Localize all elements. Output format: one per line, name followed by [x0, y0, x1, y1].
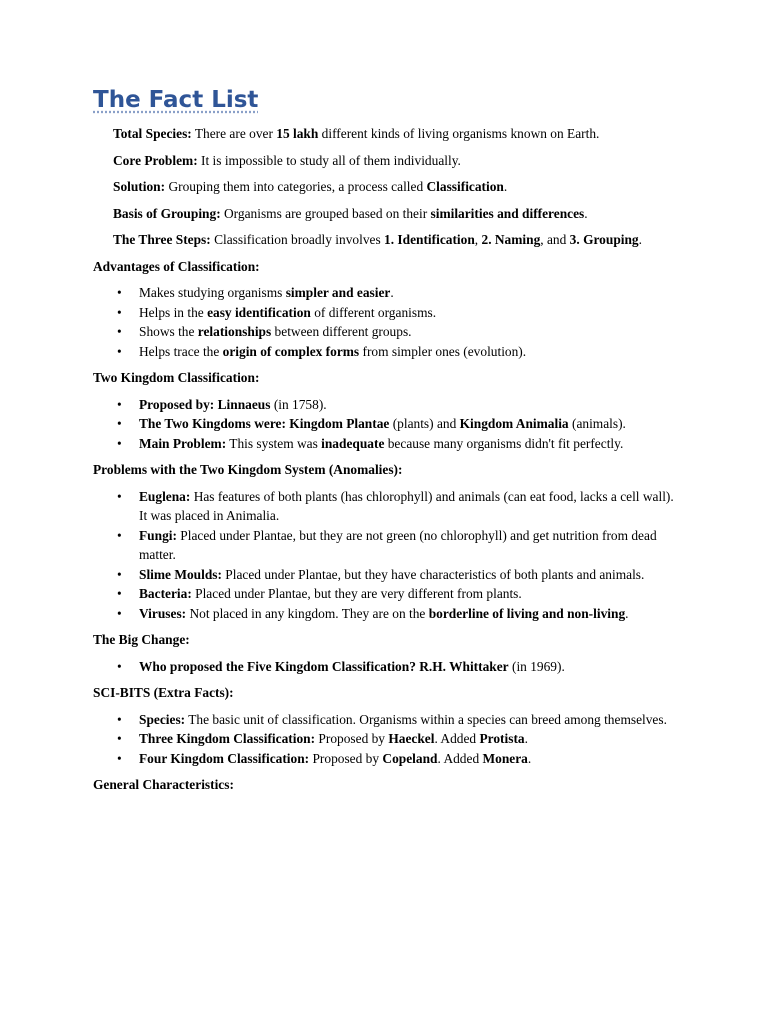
list-item: • The Two Kingdoms were: Kingdom Plantae (plants) and Kingdom Animalia (animals). [139, 414, 683, 434]
list-item: • Helps in the easy identification of different organisms. [139, 303, 683, 323]
list-item: • Main Problem: This system was inadequate because many organisms didn't fit perfectly. [139, 434, 683, 454]
list-item: • Slime Moulds: Placed under Plantae, but they have characteristics of both plants and animals. [139, 565, 683, 585]
general-characteristics-heading: General Characteristics: [93, 777, 234, 792]
core-problem-paragraph: Core Problem: It is impossible to study all of them individually. [113, 152, 461, 168]
list-item: • Makes studying organisms simpler and easier. [139, 283, 683, 303]
two-kingdom-list [93, 395, 683, 454]
list-item: • Shows the relationships between different groups. [139, 322, 683, 342]
total-species-paragraph: Total Species: There are over 15 lakh different kinds of living organisms known on Earth. [113, 126, 600, 141]
solution-paragraph: Solution: Grouping them into categories, a process called Classification. [113, 179, 508, 194]
page-title: The Fact List [93, 87, 259, 113]
anomalies-heading: Problems with the Two Kingdom System (Anomalies): [93, 462, 403, 477]
document-content [93, 84, 683, 802]
list-item: • Helps trace the origin of complex forms from simpler ones (evolution). [139, 342, 683, 362]
advantages-heading: Advantages of Classification: [93, 258, 260, 274]
list-item: • Fungi: Placed under Plantae, but they are not green (no chlorophyll) and get nutrition from dead matter. [139, 526, 683, 565]
list-item: • Four Kingdom Classification: Proposed by Copeland. Added Monera. [139, 749, 683, 769]
big-change-heading: The Big Change: [93, 632, 190, 647]
list-item: • Bacteria: Placed under Plantae, but they are very different from plants. [139, 584, 683, 604]
sci-bits-heading: SCI-BITS (Extra Facts): [93, 685, 234, 700]
list-item: • Three Kingdom Classification: Proposed by Haeckel. Added Protista. [139, 729, 683, 749]
anomalies-list [93, 487, 683, 624]
big-change-list [93, 657, 683, 677]
list-item: • Euglena: Has features of both plants (has chlorophyll) and animals (can eat food, lacks a cell wall). It was placed in Animalia. [139, 487, 683, 526]
list-item: • Viruses: Not placed in any kingdom. They are on the borderline of living and non-living. [139, 604, 683, 624]
advantages-list [93, 283, 683, 361]
list-item: • Species: The basic unit of classification. Organisms within a species can breed among themselves. [139, 710, 683, 730]
three-steps-paragraph: The Three Steps: Classification broadly involves 1. Identification, 2. Naming, and 3. Grouping. [113, 232, 642, 247]
sci-bits-list [93, 710, 683, 769]
basis-paragraph: Basis of Grouping: Organisms are grouped based on their similarities and differences. [113, 205, 588, 221]
list-item: • Who proposed the Five Kingdom Classification? R.H. Whittaker (in 1969). [139, 657, 683, 677]
list-item: • Proposed by: Linnaeus (in 1758). [139, 395, 683, 415]
two-kingdom-heading: Two Kingdom Classification: [93, 370, 260, 385]
